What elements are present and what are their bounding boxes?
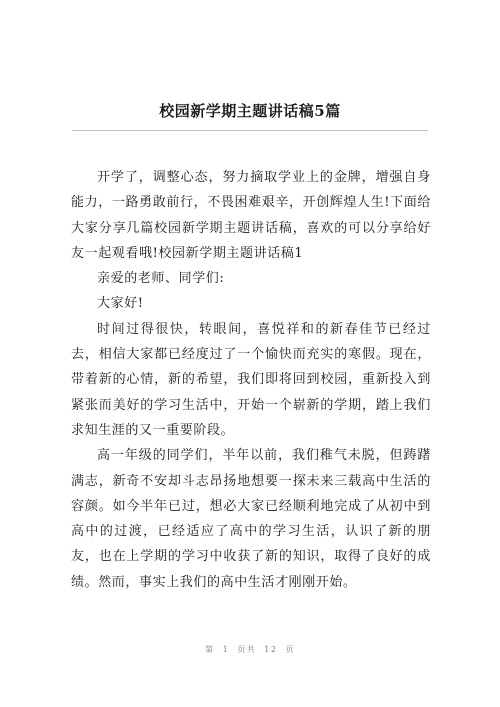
footer-total-pages: 12 bbox=[264, 645, 278, 654]
page-footer bbox=[0, 644, 500, 655]
paragraph-intro: 开学了，调整心态，努力摘取学业上的金牌，增强自身能力，一路勇敢前行，不畏困难艰辛，开创辉煌人生!下面给大家分享几篇校园新学期主题讲话稿，喜欢的可以分享给好友一起观看哦!校园新学期主题讲话稿1 bbox=[71, 170, 431, 261]
footer-page-suffix: 页 bbox=[285, 645, 295, 654]
paragraph-greeting: 大家好! bbox=[97, 296, 144, 312]
document-title: 校园新学期主题讲话稿5篇 bbox=[159, 102, 341, 120]
footer-page-prefix: 第 bbox=[205, 645, 215, 654]
footer-page-number: 1 bbox=[222, 645, 230, 654]
paragraph-body-1: 时间过得很快，转眼间，喜悦祥和的新春佳节已经过去，相信大家都已经度过了一个愉快而充实的寒假。现在，带着新的心情，新的希望，我们即将回到校园，重新投入到紧张而美好的学习生活中，开始一个崭新的学期，踏上我们求知生涯的又一重要阶段。 bbox=[71, 321, 431, 438]
footer-page-mid: 页共 bbox=[237, 645, 257, 654]
title-divider bbox=[72, 130, 428, 131]
paragraph-body-2: 高一年级的同学们，半年以前，我们稚气未脱，但踌躇满志，新奇不安却斗志昂扬地想要一探未来三载高中生活的容颜。如今半年已过，想必大家已经顺利地完成了从初中到高中的过渡，已经适应了高中的学习生活，认识了新的朋友，也在上学期的学习中收获了新的知识，取得了良好的成绩。然而，事实上我们的高中生活才刚刚开始。 bbox=[71, 448, 431, 590]
document-body bbox=[71, 165, 431, 595]
paragraph-salutation: 亲爱的老师、同学们: bbox=[97, 271, 225, 287]
